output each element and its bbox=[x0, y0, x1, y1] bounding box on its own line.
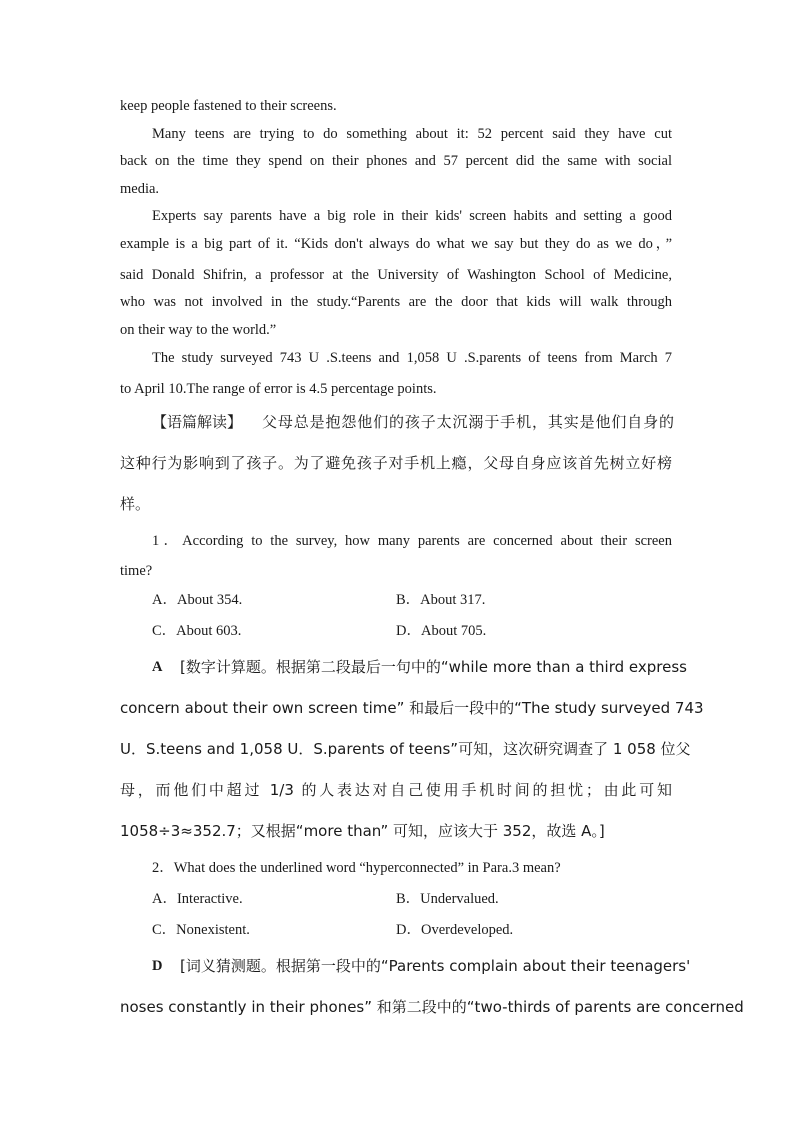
question-stem: 1．According to the survey, how many parents are concerned about their screen bbox=[152, 533, 672, 549]
passage-line: Many teens are trying to do something about it: 52 percent said they have cut bbox=[152, 126, 672, 142]
option-b: B．About 317. bbox=[396, 592, 486, 608]
option-b: B．Undervalued. bbox=[396, 891, 499, 907]
answer-letter: D bbox=[152, 958, 163, 974]
passage-line: on their way to the world.” bbox=[120, 322, 277, 338]
explanation-line: noses constantly in their phones” 和第二段中的“two-thirds of parents are concerned bbox=[120, 998, 744, 1016]
reading-note-line: 父母总是抱怨他们的孩子太沉溺于手机，其实是他们自身的 bbox=[262, 413, 674, 431]
option-c: C．Nonexistent. bbox=[152, 922, 250, 938]
explanation-line: 母，而他们中超过 1/3 的人表达对自己使用手机时间的担忧；由此可知 bbox=[120, 781, 672, 799]
reading-note-line: 这种行为影响到了孩子。为了避免孩子对手机上瘾，父母自身应该首先树立好榜 bbox=[120, 454, 672, 472]
passage-line: Experts say parents have a big role in their kids' screen habits and setting a good bbox=[152, 208, 672, 224]
passage-line: to April 10.The range of error is 4.5 percentage points. bbox=[120, 381, 437, 397]
option-d: D．About 705. bbox=[396, 623, 487, 639]
explanation-line: 1058÷3≈352.7；又根据“more than” 可知，应该大于 352，故选 A。] bbox=[120, 822, 605, 840]
explanation-line: [词义猜测题。根据第一段中的“Parents complain about their teenagers' bbox=[180, 957, 691, 975]
reading-note-line: 样。 bbox=[120, 495, 151, 513]
explanation-line: [数字计算题。根据第二段最后一句中的“while more than a third express bbox=[180, 658, 687, 676]
passage-line: The study surveyed 743 U .S.teens and 1,058 U .S.parents of teens from March 7 bbox=[152, 350, 672, 366]
explanation-line: U．S.teens and 1,058 U．S.parents of teens”可知，这次研究调查了 1 058 位父 bbox=[120, 740, 691, 758]
answer-letter: A bbox=[152, 659, 163, 675]
passage-line: media. bbox=[120, 181, 160, 197]
reading-note-label: 【语篇解读】 bbox=[152, 413, 243, 431]
passage-line: said Donald Shifrin, a professor at the University of Washington School of Medicine, bbox=[120, 267, 672, 283]
question-stem: time? bbox=[120, 563, 153, 579]
passage-line: back on the time they spend on their phones and 57 percent did the same with social bbox=[120, 153, 672, 169]
explanation-line: concern about their own screen time” 和最后一段中的“The study surveyed 743 bbox=[120, 699, 704, 717]
passage-line: keep people fastened to their screens. bbox=[120, 98, 337, 114]
passage-line: who was not involved in the study.“Parents are the door that kids will walk through bbox=[120, 294, 672, 310]
question-stem: 2．What does the underlined word “hyperconnected” in Para.3 mean? bbox=[152, 860, 561, 876]
option-d: D．Overdeveloped. bbox=[396, 922, 514, 938]
option-a: A．Interactive. bbox=[152, 891, 243, 907]
option-a: A．About 354. bbox=[152, 592, 243, 608]
passage-line: example is a big part of it. “Kids don't always do what we say but they do as we do，” bbox=[120, 236, 672, 252]
option-c: C．About 603. bbox=[152, 623, 242, 639]
